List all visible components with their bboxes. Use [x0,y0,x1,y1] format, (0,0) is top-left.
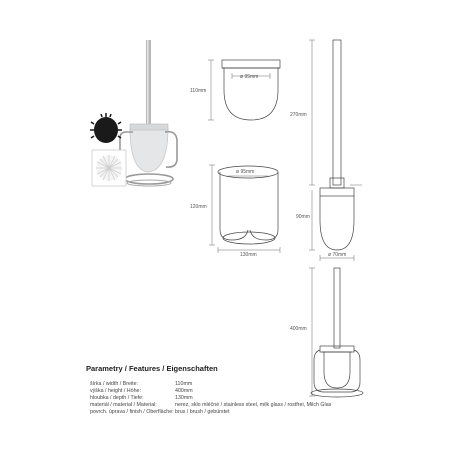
holder-diameter-label: ø 95mm [236,169,255,175]
holder-height-label: 120mm [190,204,207,210]
brush-drawing [309,40,362,261]
brush-diameter-label: ø 70mm [328,252,347,258]
spec-label-height: výška / height / Höhe: [90,388,141,394]
cup-height-label: 110mm [190,88,207,94]
spec-label-depth: hloubka / depth / Tiefe: [90,395,144,401]
spec-value-material: nerez, sklo mléčné / stainless steel, milk glass / rostfrei, Milch Glas [175,402,332,408]
cup-diameter-label: ø 95mm [240,74,259,80]
cup-drawing [208,60,280,120]
brush-head-height-label: 90mm [296,214,310,220]
spec-value-height: 400mm [175,388,193,394]
holder-drawing [209,165,280,253]
total-height-label: 270mm [290,112,307,118]
spec-value-depth: 130mm [175,395,193,401]
spec-value-width: 110mm [175,381,193,387]
spec-label-finish: povrch. úprava / finish / Oberfläche: [90,409,174,415]
spec-label-width: šírka / width / Breite: [90,381,138,387]
holder-depth-label: 130mm [240,252,257,258]
mounted-drawing [309,268,363,397]
spec-label-material: materiál / material / Material: [90,402,157,408]
specs-title: Parametry / Features / Eigenschaften [86,364,218,373]
mounted-height-label: 400mm [290,326,307,332]
spec-value-finish: brus / brush / gebürstet [175,409,230,415]
